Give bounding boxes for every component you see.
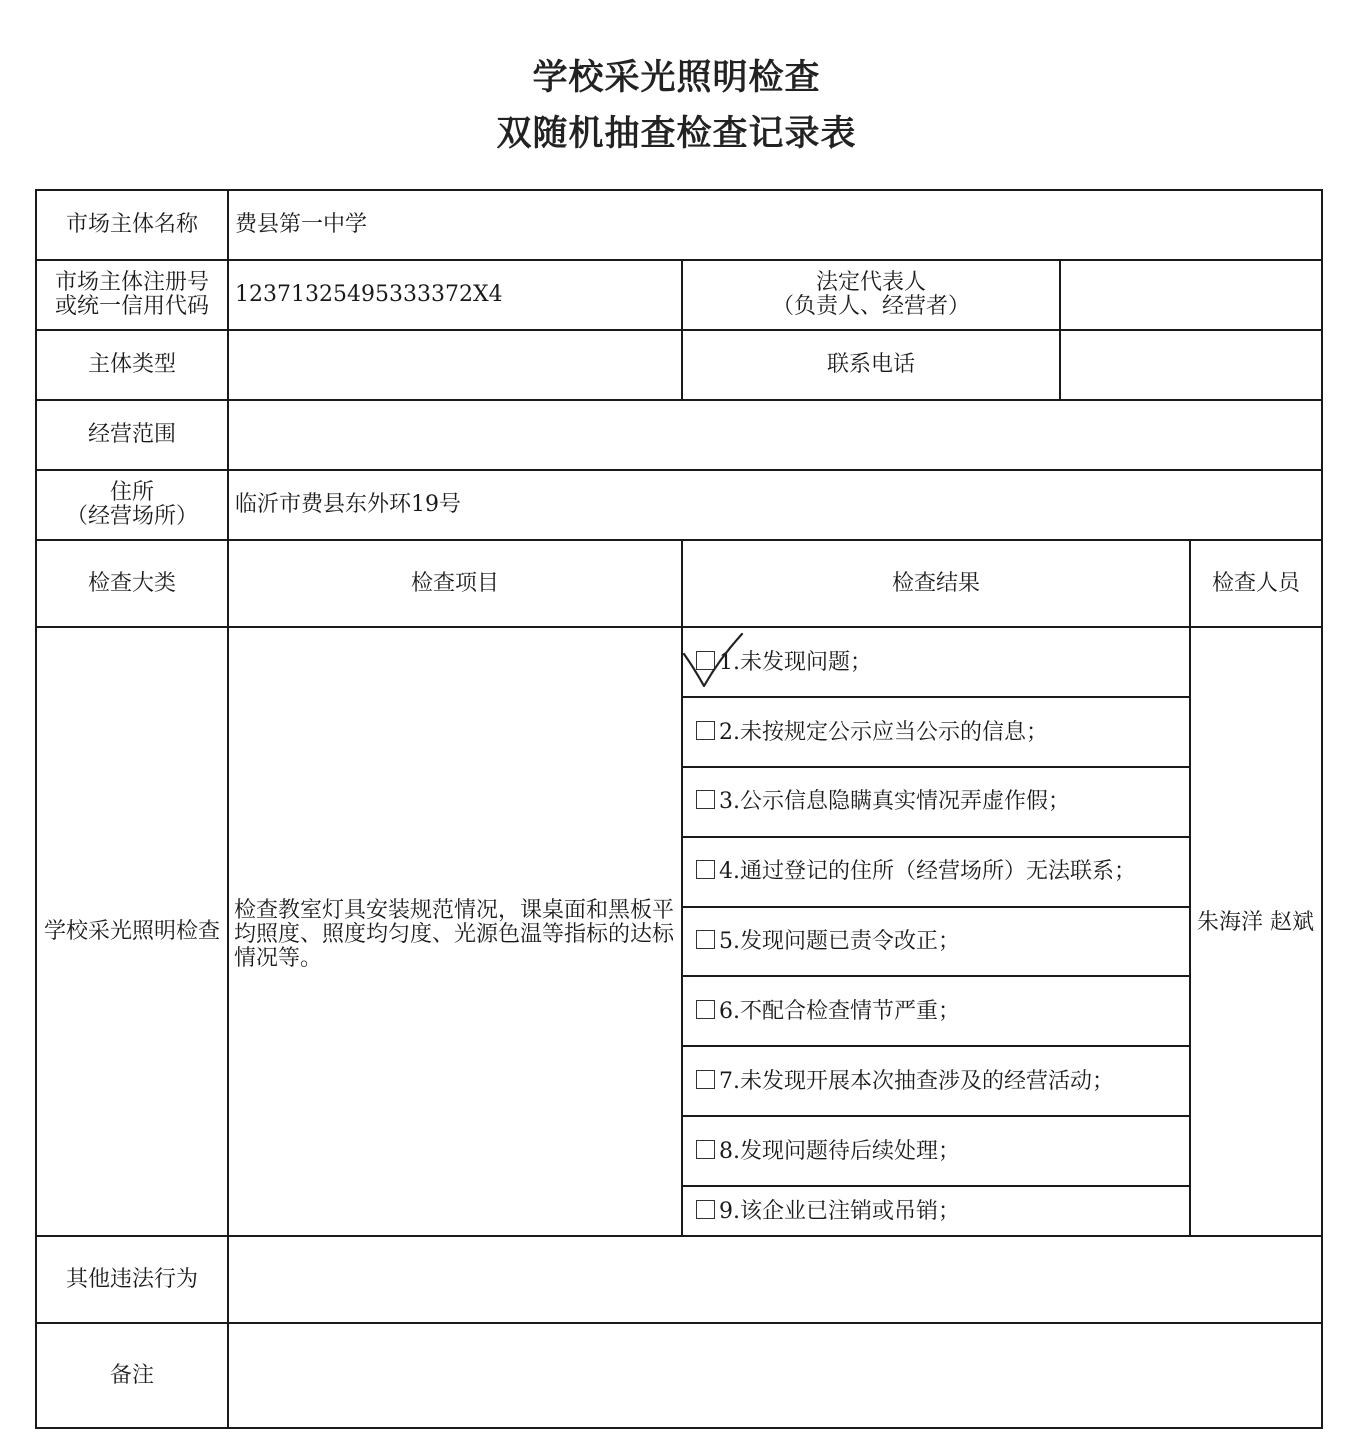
legal-representative-value [1060, 260, 1322, 330]
inspection-category-value: 学校采光照明检查 [44, 918, 221, 944]
address-label-line1: 住所 [109, 480, 154, 505]
entity-type-label: 主体类型 [87, 352, 176, 377]
other-violations-label: 其他违法行为 [65, 1266, 198, 1292]
phone-label: 联系电话 [826, 352, 915, 377]
result-option-3[interactable] [696, 784, 1070, 814]
remarks-value [228, 1323, 1322, 1428]
inspectors-value: 朱海洋 赵斌 [1197, 910, 1314, 935]
result-option-4[interactable] [696, 854, 1136, 884]
document-title-line1: 学校采光照明检查 [532, 58, 821, 98]
result-option-6[interactable] [696, 994, 960, 1024]
result-option-label: 8.发现问题待后续处理； [719, 1138, 960, 1164]
inspection-item-value: 检查教室灯具安装规范情况，课桌面和黑板平均照度、照度均匀度、光源色温等指标的达标情况等。 [234, 898, 675, 971]
entity-name-label: 市场主体名称 [65, 212, 198, 237]
checkmark-icon [680, 628, 750, 690]
checkbox-icon[interactable] [696, 1200, 715, 1219]
result-option-label: 2.未按规定公示应当公示的信息； [719, 719, 1048, 745]
legal-representative-label-line2: （负责人、经营者） [771, 294, 970, 319]
entity-type-value [228, 330, 682, 400]
legal-representative-label [682, 260, 1060, 330]
result-option-8[interactable] [696, 1134, 960, 1164]
result-option-label: 5.发现问题已责令改正； [719, 928, 960, 954]
result-option-7[interactable] [696, 1064, 1114, 1094]
checkbox-icon[interactable] [696, 860, 715, 879]
document-title-line2: 双随机抽查检查记录表 [496, 114, 857, 154]
result-option-5[interactable] [696, 924, 960, 954]
result-option-label: 4.通过登记的住所（经营场所）无法联系； [719, 858, 1136, 884]
header-result: 检查结果 [891, 570, 980, 596]
registration-label [36, 260, 228, 330]
checkbox-icon[interactable] [696, 721, 715, 740]
result-option-label: 7.未发现开展本次抽查涉及的经营活动； [719, 1068, 1114, 1094]
header-inspector: 检查人员 [1211, 570, 1300, 596]
checkbox-icon[interactable] [696, 790, 715, 809]
phone-value [1060, 330, 1322, 400]
registration-label-line1: 市场主体注册号 [54, 270, 209, 295]
registration-label-line2: 或统一信用代码 [54, 294, 209, 319]
address-value: 临沂市费县东外环19号 [235, 492, 461, 517]
checkbox-icon[interactable] [696, 1000, 715, 1019]
header-category: 检查大类 [87, 570, 176, 596]
checkbox-icon[interactable] [696, 930, 715, 949]
result-option-label: 9.该企业已注销或吊销； [719, 1198, 960, 1224]
result-option-label: 6.不配合检查情节严重； [719, 998, 960, 1024]
registration-value: 12371325495333372X4 [235, 282, 503, 307]
result-option-2[interactable] [696, 715, 1048, 745]
remarks-label: 备注 [109, 1362, 154, 1388]
business-scope-value [228, 400, 1322, 470]
other-violations-value [228, 1236, 1322, 1323]
result-option-label: 3.公示信息隐瞒真实情况弄虚作假； [719, 788, 1070, 814]
business-scope-label: 经营范围 [87, 422, 176, 447]
address-label-line2: （经营场所） [65, 504, 198, 529]
result-option-9[interactable] [696, 1194, 960, 1224]
header-item: 检查项目 [410, 570, 499, 596]
entity-name-value: 费县第一中学 [235, 212, 368, 237]
result-option-label: 1.未发现问题； [719, 649, 872, 675]
address-label [36, 470, 228, 540]
legal-representative-label-line1: 法定代表人 [815, 270, 926, 295]
checkbox-icon[interactable] [696, 1140, 715, 1159]
checkbox-icon[interactable] [696, 1070, 715, 1089]
